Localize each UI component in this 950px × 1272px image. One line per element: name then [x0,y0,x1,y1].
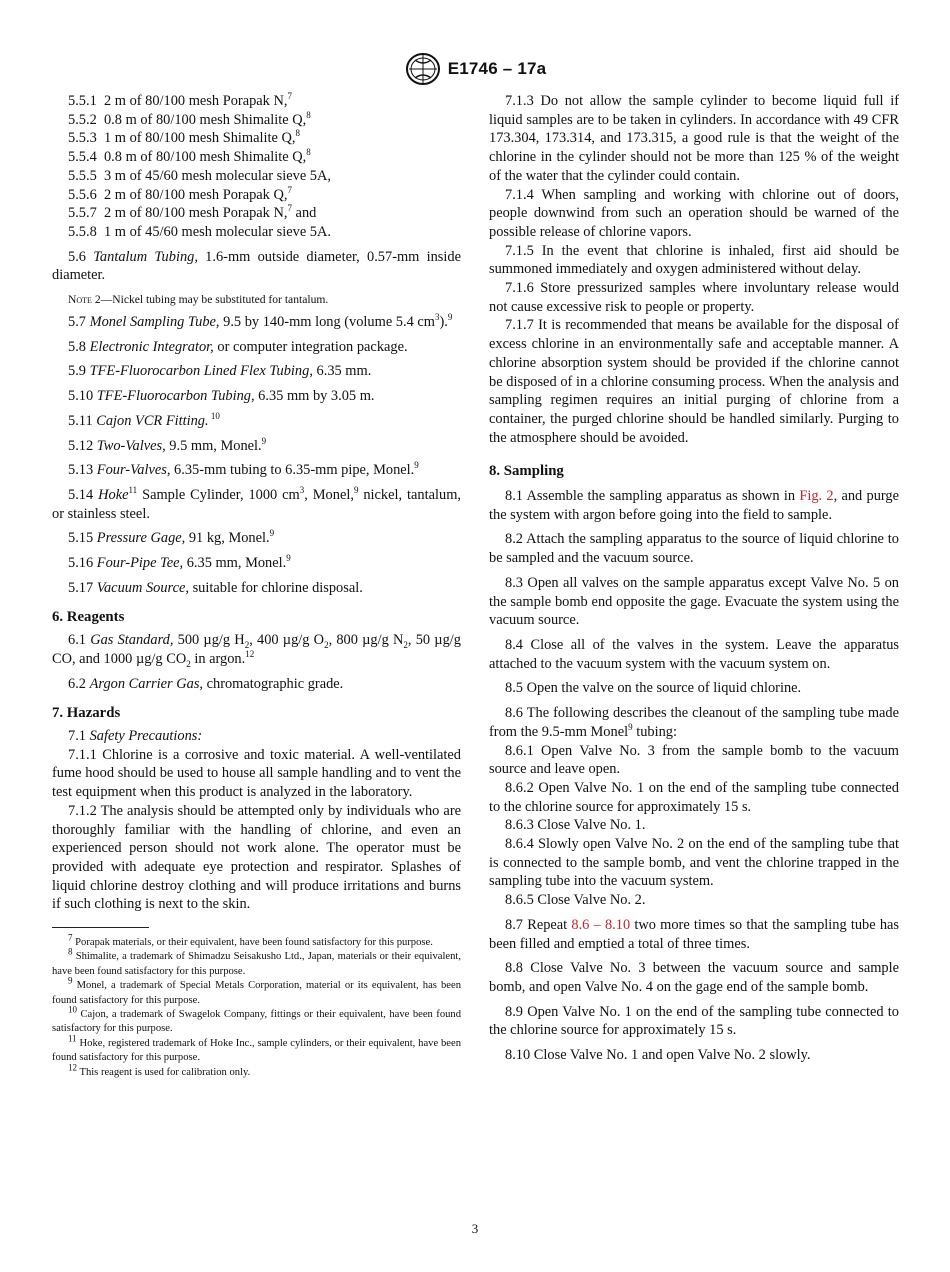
section-5-5-3: 5.5.3 1 m of 80/100 mesh Shimalite Q,$^8$ [68,128,300,147]
section-7-1: 7.1 Safety Precautions: [68,727,203,744]
section-8-6-5: 8.6.5 Close Valve No. 2. [505,892,646,909]
section-7-1-4: 7.1.4 When sampling and working with chlorine out of doors, people downwind from such an operation should be warned of the possible release of chlorine vapors. [489,186,899,240]
section-5-5-1: 5.5.1 2 m of 80/100 mesh Porapak N,$^7$ [68,91,292,109]
section-8-1: 8.1 Assemble the sampling apparatus as shown in Fig. 2, and purge the system with argon before going into the field to sample. [489,488,900,523]
section-8-6-4: 8.6.4 Slowly open Valve No. 2 on the end of the sampling tube that is connected to the sample bomb, and vent the chlorine trapped in the sampling tube into the vacuum system. [489,836,899,890]
section-5-10: 5.10 TFE-Fluorocarbon Tubing, 6.35 mm by 3.05 m. [68,388,375,405]
section-5-5-6: 5.5.6 2 m of 80/100 mesh Porapak Q,$^7$ [68,184,292,203]
footnote-12: $^{12}$ This reagent is used for calibration only. [68,1062,251,1078]
section-7-1-7: 7.1.7 It is recommended that means be available for the disposal of excess chlorine in an environmentally safe and acceptable manner. A chlorine absorption system should be provided if the chlorine cannot be disposed of in a chlorine consuming process. When the analysis and sampling regimen requires an initial purging of chlorine from a container, the purged chlorine should be handled similarly. Purging to the atmosphere should be avoided. [489,317,899,446]
section-7-1-3: 7.1.3 Do not allow the sample cylinder to become liquid full if liquid samples are to be taken in cylinders. In accordance with 49 CFR 173.304, 173.314, and 173.315, a good rule is that the weight of the chlorine in the cylinder should not be more than 125 % of the weight of the water that the cylinder could contain. [489,93,899,184]
section-5-17: 5.17 Vacuum Source, suitable for chlorine disposal. [68,579,363,596]
footnote-divider [52,927,149,928]
heading-sampling: 8. Sampling [489,463,564,480]
section-8-5: 8.5 Open the valve on the source of liquid chlorine. [505,680,802,697]
section-8-6-3: 8.6.3 Close Valve No. 1. [505,817,646,834]
section-6-2: 6.2 Argon Carrier Gas, chromatographic grade. [68,675,344,692]
footnote-9: $^9$ Monel, a trademark of Special Metals Corporation, material or its equivalent, has been found satisfactory for this purpose. [52,975,462,1006]
footnote-11: $^{11}$ Hoke, registered trademark of Hoke Inc., sample cylinders, or their equivalent, have been found satisfactory for this purpose. [52,1033,461,1064]
section-5-5-8: 5.5.8 1 m of 45/60 mesh molecular sieve 5A. [68,223,331,240]
section-8-9: 8.9 Open Valve No. 1 on the end of the sampling tube connected to the chlorine source for approximately 15 s. [489,1003,899,1039]
section-5-9: 5.9 TFE-Fluorocarbon Lined Flex Tubing, 6.35 mm. [68,363,372,380]
section-7-1-2: 7.1.2 The analysis should be attempted only by individuals who are thoroughly familiar with the handling of chlorine, and even an experienced person should not work alone. The operator must be provided with adequate eye protection and respirator. Splashes of liquid chlorine destroy clothing and will produce irritations and burns if such clothing is next to the skin. [52,802,461,913]
heading-hazards: 7. Hazards [52,705,121,722]
right-column [489,92,899,1065]
document-id: E1746 – 17a [447,59,547,78]
section-7-1-5: 7.1.5 In the event that chlorine is inhaled, first aid should be summoned immediately and oxygen administered without delay. [489,242,899,278]
section-5-13: 5.13 Four-Valves, 6.35-mm tubing to 6.35-mm pipe, Monel.$^9$ [68,460,419,479]
section-5-5-5: 5.5.5 3 m of 45/60 mesh molecular sieve 5A, [68,167,331,184]
section-8-2: 8.2 Attach the sampling apparatus to the source of liquid chlorine to be sampled and the vacuum source. [489,531,899,567]
section-5-5-4: 5.5.4 0.8 m of 80/100 mesh Shimalite Q,$^8$ [68,147,311,166]
section-5-12: 5.12 Two-Valves, 9.5 mm, Monel.$^9$ [68,435,267,454]
section-7-1-1: 7.1.1 Chlorine is a corrosive and toxic material. A well-ventilated fume hood should be used to house all sample handling and to vent the test equipment when this product is analyzed in the laboratory. [52,746,461,801]
section-5-11: 5.11 Cajon VCR Fitting. $^{10}$ [68,411,220,429]
left-column [52,92,461,1080]
section-8-6-2: 8.6.2 Open Valve No. 1 on the end of the sampling tube connected to the chlorine source for approximately 15 s. [489,779,899,815]
footnote-10: $^{10}$ Cajon, a trademark of Swagelok Company, fittings or their equivalent, have been found satisfactory for this purpose. [52,1004,462,1035]
section-5-15: 5.15 Pressure Gage, 91 kg, Monel.$^9$ [68,528,275,547]
section-5-16: 5.16 Four-Pipe Tee, 6.35 mm, Monel.$^9$ [68,553,291,572]
section-8-3: 8.3 Open all valves on the sample apparatus except Valve No. 5 on the sample bomb end opposite the gage. Evacuate the system using the vacuum source. [489,574,899,629]
note-2: Note 2—Nickel tubing may be substituted for tantalum. [68,293,329,307]
fig-2-link[interactable]: Fig. 2 [799,488,834,505]
page-header [0,52,950,91]
footnote-7: $^7$ Porapak materials, or their equivalent, have been found satisfactory for this purpose. [68,932,433,949]
section-8-8: 8.8 Close Valve No. 3 between the vacuum source and sample bomb, and open Valve No. 4 on the gage end of the sample bomb. [489,960,899,995]
page-number: 3 [471,1221,479,1236]
section-8-4: 8.4 Close all of the valves in the system. Leave the apparatus attached to the vacuum system with the vacuum system on. [489,636,899,672]
section-5-6: 5.6 Tantalum Tubing, 1.6-mm outside diameter, 0.57-mm inside diameter. [52,248,461,284]
section-8-10: 8.10 Close Valve No. 1 and open Valve No. 2 slowly. [505,1047,811,1064]
section-8-6-1: 8.6.1 Open Valve No. 3 from the sample bomb to the vacuum source and leave open. [489,742,899,778]
heading-reagents: 6. Reagents [52,609,125,626]
section-8-6: 8.6 The following describes the cleanout of the sampling tube made from the 9.5-mm Monel$^9$ tubing: [489,705,899,740]
section-5-8: 5.8 Electronic Integrator, or computer integration package. [68,338,408,355]
section-5-5-2: 5.5.2 0.8 m of 80/100 mesh Shimalite Q,$^8$ [68,109,311,128]
section-5-5-7: 5.5.7 2 m of 80/100 mesh Porapak N,$^7$ and [68,203,317,222]
section-7-1-6: 7.1.6 Store pressurized samples where involuntary release would not cause excessive risk to people or property. [489,280,899,315]
section-5-7: 5.7 Monel Sampling Tube, 9.5 by 140-mm long (volume 5.4 $cm^3).^9$ [68,312,453,331]
section-6-1: 6.1 Gas Standard, 500 µg/g $H_2$, 400 µg/g $O_2$, 800 µg/g $N_2$, 50 µg/g CO, and 1000 µg/g $CO_2$ in argon.$^{12}$ [52,632,461,669]
astm-logo-icon [404,52,442,86]
section-5-14: 5.14 Hoke$^{11}$ Sample Cylinder, 1000 $cm^3$, Monel,$^9$ nickel, tantalum, or stainless steel. [52,485,461,522]
section-range-link[interactable]: 8.6 – 8.10 [571,916,631,933]
footnote-8: $^8$ Shimalite, a trademark of Shimadzu Seisakusho Ltd., Japan, materials or their equivalent, have been found satisfactory for this purpose. [52,946,461,977]
section-8-7: 8.7 Repeat 8.6 – 8.10 two more times so that the sampling tube has been filled and emptied a total of three times. [489,916,900,952]
